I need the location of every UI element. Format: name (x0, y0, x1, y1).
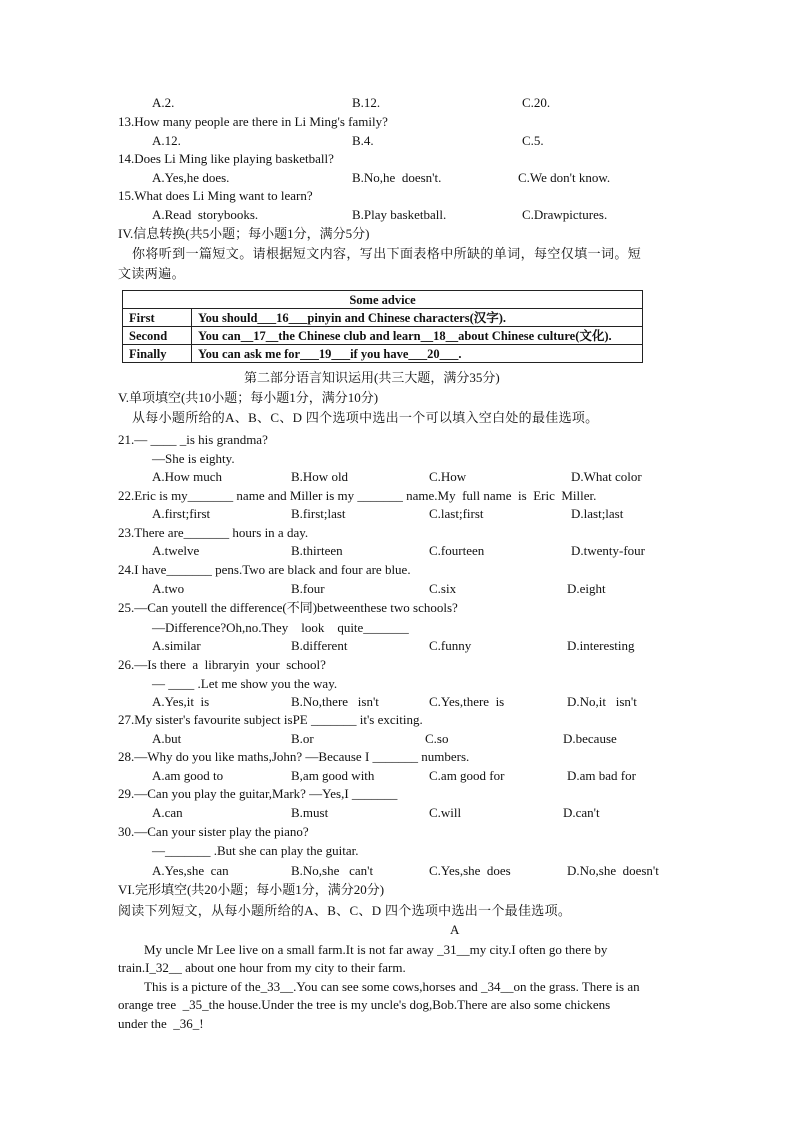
q23-option-b: B.thirteen (291, 543, 343, 558)
table-header-row (123, 291, 643, 309)
q23-option-c: C.fourteen (429, 543, 485, 558)
q24-option-d: D.eight (567, 581, 606, 596)
row-content-first: You should___16___pinyin and Chinese characters(汉字). (192, 309, 643, 327)
q29-option-b: B.must (291, 805, 329, 820)
q25-option-a: A.similar (152, 638, 201, 653)
q28-option-b: B,am good with (291, 768, 375, 783)
q27-option-a: A.but (152, 731, 182, 746)
q22-option-b: B.first;last (291, 506, 346, 521)
q21-option-c: C.How (429, 469, 467, 484)
q22-stem: 22.Eric is my_______ name and Miller is my _______ name.My full name is Eric Miller. (118, 488, 597, 503)
passage-line-1: My uncle Mr Lee live on a small farm.It is not far away _31__my city.I often go there by (144, 942, 608, 957)
q14-option-c: C.We don't know. (518, 170, 611, 185)
q27-option-b: B.or (291, 731, 314, 746)
q21-reply: —She is eighty. (152, 451, 235, 466)
q24-option-a: A.two (152, 581, 185, 596)
passage-line-3: This is a picture of the_33__.You can see some cows,horses and _34__on the grass. There is an (144, 979, 640, 994)
section5-instruction: 从每小题所给的A、B、C、D 四个选项中选出一个可以填入空白处的最佳选项。 (132, 410, 599, 425)
section6-title: VI.完形填空(共20小题；每小题1分，满分20分) (118, 882, 385, 897)
q26-option-b: B.No,there isn't (291, 694, 379, 709)
q30-stem: 30.—Can your sister play the piano? (118, 824, 309, 839)
q26-option-c: C.Yes,there is (429, 694, 505, 709)
q21-option-d: D.What color (571, 469, 642, 484)
q30-option-a: A.Yes,she can (152, 863, 229, 878)
section5-title: V.单项填空(共10小题；每小题1分，满分10分) (118, 390, 379, 405)
q14-option-b: B.No,he doesn't. (352, 170, 442, 185)
advice-table (122, 290, 643, 363)
row-label-second: Second (123, 327, 192, 345)
q28-option-a: A.am good to (152, 768, 224, 783)
q15-option-c: C.Drawpictures. (522, 207, 608, 222)
q23-option-d: D.twenty-four (571, 543, 646, 558)
q12-option-c: C.20. (522, 95, 551, 110)
row-label-finally: Finally (123, 345, 192, 363)
q26-stem: 26.—Is there a libraryin your school? (118, 657, 326, 672)
section4-instruction-line1: 你将听到一篇短文。请根据短文内容，写出下面表格中所缺的单词，每空仅填一词。短 (132, 246, 642, 261)
q26-option-d: D.No,it isn't (567, 694, 637, 709)
q13-option-c: C.5. (522, 133, 544, 148)
q28-option-d: D.am bad for (567, 768, 636, 783)
q22-option-d: D.last;last (571, 506, 624, 521)
passage-part-label: A (450, 922, 460, 937)
q15-option-b: B.Play basketball. (352, 207, 447, 222)
passage-line-4: orange tree _35_the house.Under the tree is my uncle's dog,Bob.There are also some chickens (118, 997, 611, 1012)
q29-option-c: C.will (429, 805, 462, 820)
q14-option-a: A.Yes,he does. (152, 170, 230, 185)
table-header: Some advice (123, 291, 643, 309)
q28-option-c: C.am good for (429, 768, 505, 783)
q25-option-d: D.interesting (567, 638, 635, 653)
q22-option-a: A.first;first (152, 506, 211, 521)
section4-instruction-line2: 文读两遍。 (118, 266, 186, 281)
row-label-first: First (123, 309, 192, 327)
q30-reply: —_______ .But she can play the guitar. (152, 843, 359, 858)
q27-option-c: C.so (425, 731, 449, 746)
row-content-finally: You can ask me for___19___if you have___20___. (192, 345, 643, 363)
q12-option-b: B.12. (352, 95, 381, 110)
passage-line-2: train.I_32__ about one hour from my city to their farm. (118, 960, 406, 975)
passage-line-5: under the _36_! (118, 1016, 204, 1031)
table-row (123, 309, 643, 327)
q28-stem: 28.—Why do you like maths,John? —Because I _______ numbers. (118, 749, 470, 764)
q29-option-a: A.can (152, 805, 183, 820)
row-content-second: You can__17__the Chinese club and learn__18__about Chinese culture(文化). (192, 327, 643, 345)
q12-option-a: A.2. (152, 95, 175, 110)
q21-option-b: B.How old (291, 469, 349, 484)
q13-stem: 13.How many people are there in Li Ming's family? (118, 114, 388, 129)
q24-option-c: C.six (429, 581, 457, 596)
section4-title: IV.信息转换(共5小题；每小题1分，满分5分) (118, 226, 370, 241)
q24-option-b: B.four (291, 581, 325, 596)
q30-option-b: B.No,she can't (291, 863, 374, 878)
q13-option-b: B.4. (352, 133, 374, 148)
part2-title: 第二部分语言知识运用(共三大题，满分35分) (244, 370, 500, 385)
q24-stem: 24.I have_______ pens.Two are black and four are blue. (118, 562, 411, 577)
q14-stem: 14.Does Li Ming like playing basketball? (118, 151, 334, 166)
q21-stem: 21.— ____ _is his grandma? (118, 432, 268, 447)
q15-option-a: A.Read storybooks. (152, 207, 259, 222)
q30-option-c: C.Yes,she does (429, 863, 511, 878)
q21-option-a: A.How much (152, 469, 223, 484)
table-row (123, 345, 643, 363)
q29-option-d: D.can't (563, 805, 600, 820)
q26-option-a: A.Yes,it is (152, 694, 210, 709)
q25-stem: 25.—Can youtell the difference(不同)betweenthese two schools? (118, 600, 458, 615)
q29-stem: 29.—Can you play the guitar,Mark? —Yes,I _______ (118, 786, 398, 801)
q13-option-a: A.12. (152, 133, 181, 148)
q25-option-c: C.funny (429, 638, 472, 653)
q30-option-d: D.No,she doesn't (567, 863, 659, 878)
q26-reply: — ____ .Let me show you the way. (152, 676, 338, 691)
q23-option-a: A.twelve (152, 543, 200, 558)
section6-instruction: 阅读下列短文，从每小题所给的A、B、C、D 四个选项中选出一个最佳选项。 (118, 903, 572, 918)
q25-reply: —Difference?Oh,no.They look quite_______ (152, 620, 409, 635)
table-row (123, 327, 643, 345)
q27-stem: 27.My sister's favourite subject isPE _______ it's exciting. (118, 712, 423, 727)
q23-stem: 23.There are_______ hours in a day. (118, 525, 309, 540)
q25-option-b: B.different (291, 638, 348, 653)
q22-option-c: C.last;first (429, 506, 484, 521)
q27-option-d: D.because (563, 731, 617, 746)
q15-stem: 15.What does Li Ming want to learn? (118, 188, 313, 203)
